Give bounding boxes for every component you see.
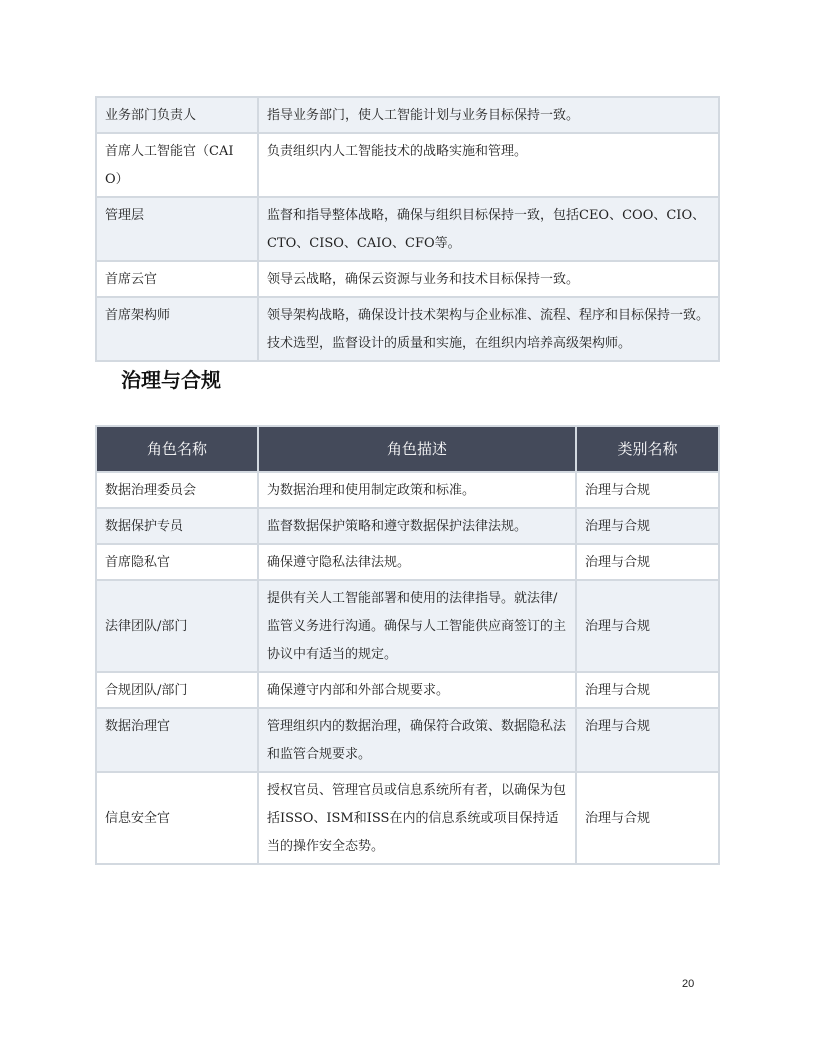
- role-name-cell: 首席人工智能官（CAIO）: [96, 133, 258, 197]
- role-name-cell: 数据保护专员: [96, 508, 258, 544]
- leadership-roles-table: [95, 96, 720, 362]
- role-name-cell: 首席隐私官: [96, 544, 258, 580]
- governance-compliance-table: [95, 425, 720, 865]
- table-row: [96, 261, 719, 297]
- table-row: [96, 472, 719, 508]
- role-name-cell: 首席架构师: [96, 297, 258, 361]
- category-cell: 治理与合规: [576, 708, 719, 772]
- role-description-cell: 确保遵守内部和外部合规要求。: [258, 672, 576, 708]
- category-cell: 治理与合规: [576, 672, 719, 708]
- role-name-cell: 法律团队/部门: [96, 580, 258, 672]
- role-description-cell: 领导架构战略，确保设计技术架构与企业标准、流程、程序和目标保持一致。技术选型，监督设计的质量和实施，在组织内培养高级架构师。: [258, 297, 719, 361]
- column-header-role-description: 角色描述: [258, 426, 576, 472]
- role-description-cell: 管理组织内的数据治理，确保符合政策、数据隐私法和监管合规要求。: [258, 708, 576, 772]
- role-name-cell: 首席云官: [96, 261, 258, 297]
- table-row: [96, 508, 719, 544]
- section-title: 治理与合规: [121, 368, 221, 392]
- category-cell: 治理与合规: [576, 544, 719, 580]
- table-row: [96, 580, 719, 672]
- page-number: 20: [682, 978, 695, 990]
- role-description-cell: 授权官员、管理官员或信息系统所有者，以确保为包括ISSO、ISM和ISS在内的信息系统或项目保持适当的操作安全态势。: [258, 772, 576, 864]
- role-name-cell: 管理层: [96, 197, 258, 261]
- role-description-cell: 监督和指导整体战略，确保与组织目标保持一致，包括CEO、COO、CIO、CTO、CISO、CAIO、CFO等。: [258, 197, 719, 261]
- role-name-cell: 数据治理官: [96, 708, 258, 772]
- column-header-category: 类别名称: [576, 426, 719, 472]
- category-cell: 治理与合规: [576, 472, 719, 508]
- table-row: [96, 197, 719, 261]
- table-row: [96, 133, 719, 197]
- role-description-cell: 提供有关人工智能部署和使用的法律指导。就法律/监管义务进行沟通。确保与人工智能供应商签订的主协议中有适当的规定。: [258, 580, 576, 672]
- column-header-role-name: 角色名称: [96, 426, 258, 472]
- table-row: [96, 97, 719, 133]
- role-name-cell: 信息安全官: [96, 772, 258, 864]
- category-cell: 治理与合规: [576, 772, 719, 864]
- role-description-cell: 为数据治理和使用制定政策和标准。: [258, 472, 576, 508]
- table-row: [96, 544, 719, 580]
- role-name-cell: 合规团队/部门: [96, 672, 258, 708]
- role-name-cell: 数据治理委员会: [96, 472, 258, 508]
- role-description-cell: 负责组织内人工智能技术的战略实施和管理。: [258, 133, 719, 197]
- role-name-cell: 业务部门负责人: [96, 97, 258, 133]
- category-cell: 治理与合规: [576, 580, 719, 672]
- table-row: [96, 708, 719, 772]
- table-row: [96, 297, 719, 361]
- table-header-row: [96, 426, 719, 472]
- role-description-cell: 监督数据保护策略和遵守数据保护法律法规。: [258, 508, 576, 544]
- table-row: [96, 772, 719, 864]
- category-cell: 治理与合规: [576, 508, 719, 544]
- role-description-cell: 指导业务部门，使人工智能计划与业务目标保持一致。: [258, 97, 719, 133]
- role-description-cell: 确保遵守隐私法律法规。: [258, 544, 576, 580]
- table-row: [96, 672, 719, 708]
- role-description-cell: 领导云战略，确保云资源与业务和技术目标保持一致。: [258, 261, 719, 297]
